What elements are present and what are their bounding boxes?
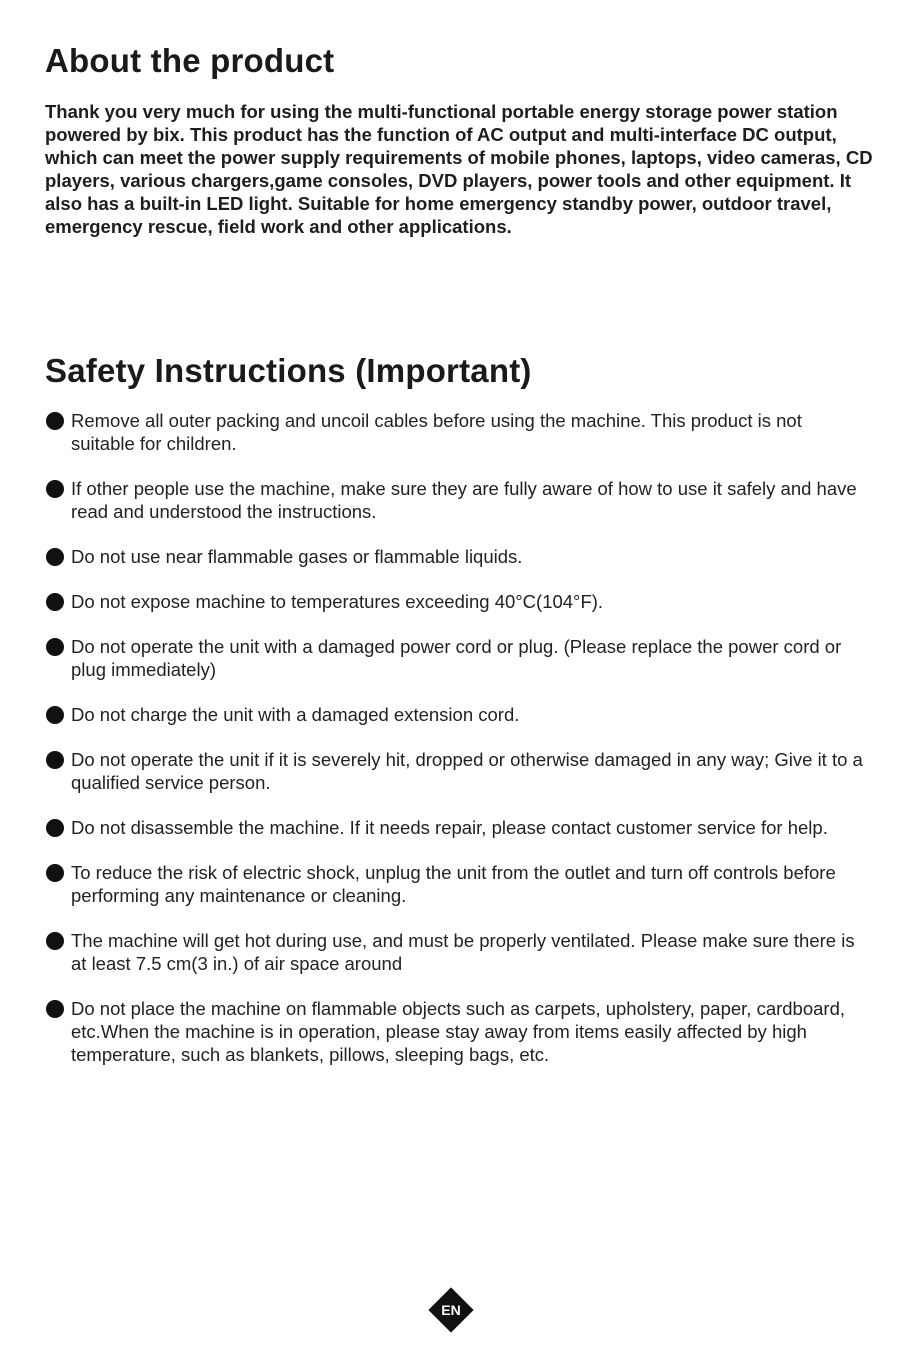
safety-item-text: Do not use near flammable gases or flammable liquids.	[71, 546, 523, 567]
safety-item-text: Do not charge the unit with a damaged extension cord.	[71, 704, 520, 725]
safety-item	[46, 816, 866, 839]
bullet-icon	[46, 864, 64, 882]
safety-item-text: If other people use the machine, make sure they are fully aware of how to use it safely and have read and understood the instructions.	[71, 478, 857, 522]
safety-item-text: Do not operate the unit with a damaged power cord or plug. (Please replace the power cord or plug immediately)	[71, 636, 842, 680]
language-badge	[428, 1287, 474, 1333]
safety-item-text: Do not place the machine on flammable objects such as carpets, upholstery, paper, cardboard, etc.When the machine is in operation, please stay away from items easily affected by high temperature, such as blankets, pillows, sleeping bags, etc.	[71, 998, 846, 1065]
about-body: Thank you very much for using the multi-functional portable energy storage power station powered by bix. This product has the function of AC output and multi-interface DC output, which can meet the power supply requirements of mobile phones, laptops, video cameras, CD players, various chargers,game consoles, DVD players, power tools and other equipment. It also has a built-in LED light. Suitable for home emergency standby power, outdoor travel, emergency rescue, field work and other applications.	[45, 101, 873, 237]
safety-item	[46, 409, 866, 455]
safety-item-text: To reduce the risk of electric shock, unplug the unit from the outlet and turn off controls before performing any maintenance or cleaning.	[71, 862, 836, 906]
safety-item-text: Do not operate the unit if it is severely hit, dropped or otherwise damaged in any way; Give it to a qualified service person.	[71, 749, 863, 793]
about-title: About the product	[45, 42, 335, 79]
bullet-icon	[46, 638, 64, 656]
safety-item	[46, 635, 866, 681]
safety-item	[46, 477, 866, 523]
safety-item-text: Remove all outer packing and uncoil cables before using the machine. This product is not suitable for children.	[71, 410, 802, 454]
language-badge-label: EN	[441, 1302, 461, 1318]
bullet-icon	[46, 548, 64, 566]
safety-title: Safety Instructions (Important)	[45, 352, 532, 389]
safety-item	[46, 590, 866, 613]
bullet-icon	[46, 1000, 64, 1018]
safety-item	[46, 997, 866, 1066]
safety-item-text: The machine will get hot during use, and must be properly ventilated. Please make sure there is at least 7.5 cm(3 in.) of air space around	[71, 930, 855, 974]
bullet-icon	[46, 932, 64, 950]
bullet-icon	[46, 706, 64, 724]
bullet-icon	[46, 593, 64, 611]
bullet-icon	[46, 751, 64, 769]
safety-item-text: Do not disassemble the machine. If it needs repair, please contact customer service for help.	[71, 817, 828, 838]
bullet-icon	[46, 819, 64, 837]
safety-item	[46, 703, 866, 726]
safety-item	[46, 929, 866, 975]
safety-item	[46, 545, 866, 568]
bullet-icon	[46, 480, 64, 498]
safety-item	[46, 748, 866, 794]
bullet-icon	[46, 412, 64, 430]
safety-item-text: Do not expose machine to temperatures exceeding 40°C(104°F).	[71, 591, 604, 612]
safety-list	[46, 409, 866, 1088]
safety-item	[46, 861, 866, 907]
